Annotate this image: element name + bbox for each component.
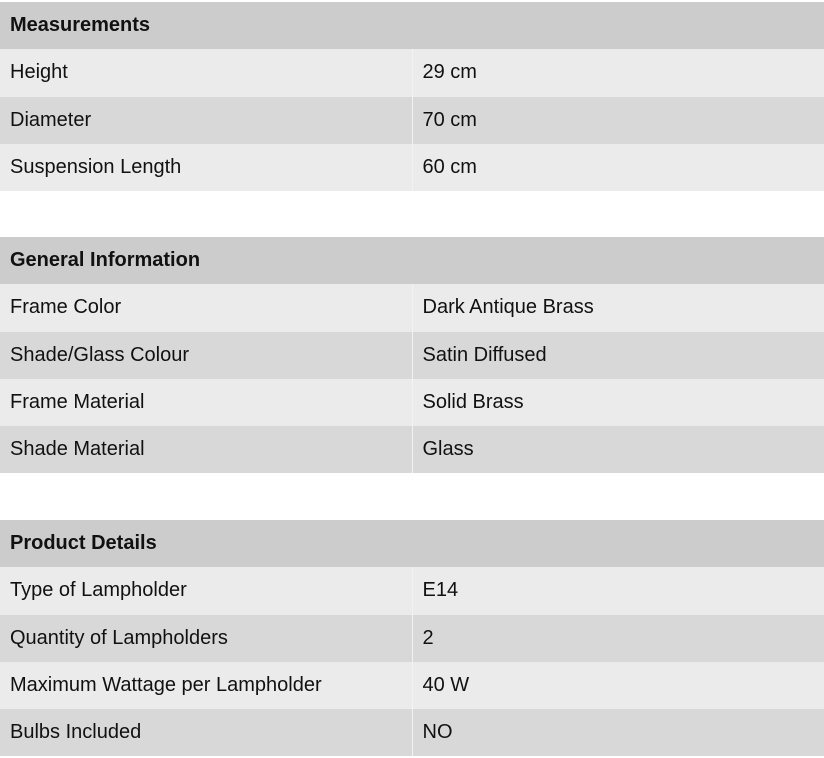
spec-value: 40 W [412, 662, 824, 709]
section-title: General Information [0, 237, 824, 284]
spec-label: Frame Material [0, 379, 412, 426]
spec-label: Maximum Wattage per Lampholder [0, 662, 412, 709]
spec-label: Type of Lampholder [0, 567, 412, 614]
spec-label: Diameter [0, 97, 412, 144]
spec-label: Suspension Length [0, 144, 412, 191]
spec-label: Bulbs Included [0, 709, 412, 756]
table-row [0, 615, 824, 662]
table-row [0, 332, 824, 379]
section-title: Measurements [0, 2, 824, 49]
table-row [0, 379, 824, 426]
product-details-table [0, 520, 824, 756]
table-row [0, 426, 824, 473]
table-header-row [0, 520, 824, 567]
spec-label: Shade/Glass Colour [0, 332, 412, 379]
measurements-table [0, 2, 824, 191]
spec-value: 2 [412, 615, 824, 662]
section-title: Product Details [0, 520, 824, 567]
table-row [0, 284, 824, 331]
spec-label: Height [0, 49, 412, 96]
spec-value: 29 cm [412, 49, 824, 96]
table-header-row [0, 237, 824, 284]
spec-value: Glass [412, 426, 824, 473]
spec-label: Frame Color [0, 284, 412, 331]
spec-label: Quantity of Lampholders [0, 615, 412, 662]
table-header-row [0, 2, 824, 49]
table-row [0, 49, 824, 96]
spec-label: Shade Material [0, 426, 412, 473]
table-row [0, 144, 824, 191]
table-row [0, 567, 824, 614]
spec-value: 70 cm [412, 97, 824, 144]
spec-value: Dark Antique Brass [412, 284, 824, 331]
spec-value: Solid Brass [412, 379, 824, 426]
table-row [0, 709, 824, 756]
spec-value: Satin Diffused [412, 332, 824, 379]
table-row [0, 662, 824, 709]
general-information-table [0, 237, 824, 473]
spec-value: 60 cm [412, 144, 824, 191]
spec-value: E14 [412, 567, 824, 614]
table-row [0, 97, 824, 144]
spec-value: NO [412, 709, 824, 756]
